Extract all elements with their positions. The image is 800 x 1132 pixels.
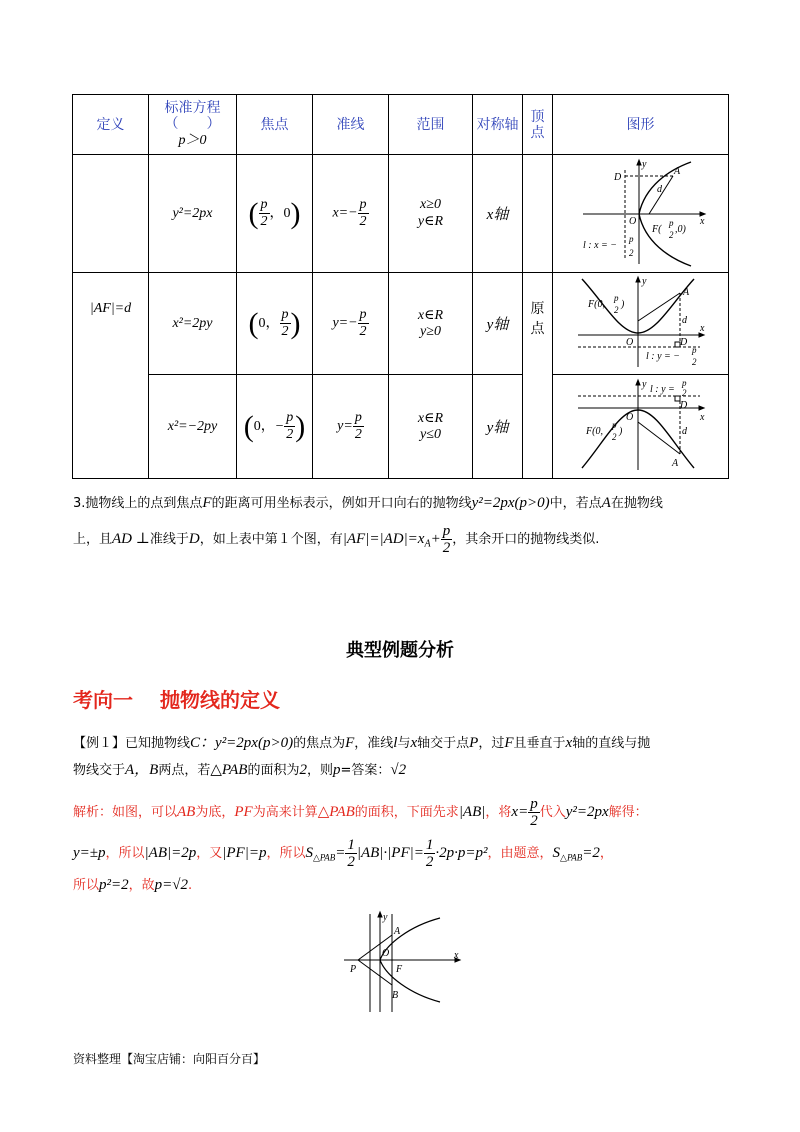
directrix-den: 2: [359, 214, 367, 229]
fig2-label-x: x: [699, 322, 704, 334]
range-cell: [389, 273, 473, 375]
axis-label: y轴: [486, 317, 509, 333]
solution-line-3: [73, 873, 743, 898]
equation-cell: y²=2px: [149, 155, 237, 273]
fig-label-A: A: [394, 926, 401, 937]
table-header-row: [73, 95, 729, 155]
solution-math: =: [335, 845, 346, 861]
fig1-label-D: D: [613, 171, 621, 183]
axis-label: x轴: [486, 207, 509, 223]
example-text: ，则: [306, 763, 333, 778]
solution-line-2: [73, 837, 743, 873]
fig1-label-F-2: 2: [668, 229, 673, 240]
solution-frac-num: 1: [425, 837, 434, 853]
fig2-label-l-p: p: [691, 344, 696, 355]
example-text: 物线交于: [73, 763, 126, 778]
example-text: 的面积为: [247, 763, 300, 778]
directrix-prefix: x=−: [332, 205, 358, 221]
solution-math: p=√2: [154, 876, 189, 893]
focus-num: p: [281, 307, 289, 322]
solution-math: S: [305, 845, 313, 861]
example-line-2: [73, 759, 733, 782]
fig1-label-x: x: [699, 215, 704, 227]
note-math: y²=2px(p>0): [471, 495, 550, 511]
header-standard-equation-label: 标准方程（ ）: [164, 100, 221, 132]
fig3-label-l-2: 2: [681, 387, 686, 398]
range-line-1: x≥0: [420, 197, 441, 212]
fig3-label-y: y: [641, 378, 646, 390]
range-cell: [389, 375, 473, 479]
focus-num: p: [286, 410, 294, 425]
solution-paragraph: [73, 796, 743, 898]
fig3-label-A: A: [671, 457, 678, 469]
solution-text: ，又: [196, 846, 223, 861]
range-cell: [389, 155, 473, 273]
example-text: =答案：: [340, 763, 391, 778]
section-title: 考向一 抛物线的定义: [73, 688, 280, 712]
page-heading: 典型例题分析: [346, 640, 454, 661]
footer-text: 资料整理【淘宝店铺：向阳百分百】: [73, 1052, 266, 1066]
focus-cell: (0， $\frac{p}{2}$ ): [237, 273, 313, 375]
axis-cell: [473, 155, 523, 273]
example-math: p: [332, 762, 341, 778]
definition-cell: [73, 273, 149, 479]
fig1-label-l: l : x = −: [582, 239, 617, 251]
note-math: |AF|=|AD|=x: [342, 531, 425, 547]
equation-cell: x²=2py: [149, 273, 237, 375]
solution-text: 解析：如图，可以: [73, 805, 178, 820]
header-directrix: 准线: [313, 95, 389, 155]
example-text: 与: [397, 736, 411, 751]
note-subscript: A: [424, 538, 431, 550]
range-line-1: x∈R: [417, 308, 444, 323]
fig-label-P: P: [350, 964, 357, 975]
header-figure: 图形: [553, 95, 729, 155]
axis-label: y轴: [486, 420, 509, 436]
focus-cell: ( $\frac{p}{2}$ ，0): [237, 155, 313, 273]
parabola-down-figure: [574, 378, 708, 472]
fig3-label-l-p: p: [681, 377, 686, 388]
fig2-label-D: D: [679, 336, 687, 348]
example-text: ，准线: [354, 736, 394, 751]
directrix-den: 2: [359, 324, 367, 339]
directrix-cell: [313, 375, 389, 479]
note-text: ，如上表中第１个图，有: [199, 532, 343, 547]
fig1-label-F-p: p: [668, 217, 673, 228]
solution-text: ，故: [128, 877, 155, 893]
fig3-label-d: d: [681, 425, 687, 437]
fig2-label-F-2: 2: [613, 304, 618, 315]
example-line-1: [73, 732, 733, 755]
note-text: 在抛物线: [610, 496, 663, 511]
figure-cell: [553, 155, 729, 273]
example-text: 轴交于点: [417, 736, 470, 751]
fig1-label-A: A: [673, 165, 680, 177]
directrix-num: p: [359, 307, 367, 322]
fig-label-F: F: [396, 964, 403, 975]
fig3-label-F-2: 2: [611, 431, 616, 442]
table-row: [73, 155, 729, 273]
solution-math: y²=2px: [565, 804, 609, 820]
table-row: [73, 273, 729, 375]
fig1-label-l-p: p: [628, 233, 633, 244]
fig2-label-l: l : y = −: [645, 350, 680, 362]
fig2-label-F-p: p: [613, 292, 618, 303]
example-math: △PAB: [210, 762, 248, 778]
note-math: D: [188, 531, 200, 547]
solution-text: .: [188, 877, 193, 893]
fig-label-y: y: [383, 912, 388, 923]
focus-den: 2: [281, 324, 289, 339]
axis-cell: [473, 273, 523, 375]
solution-math: S: [552, 845, 561, 861]
fig1-label-d: d: [656, 183, 662, 195]
vertex-cell: [523, 273, 553, 479]
note-text: 中，若点: [549, 496, 602, 511]
focus-num: p: [260, 197, 268, 212]
note-paragraph: [73, 492, 733, 556]
header-standard-equation: [149, 95, 237, 155]
header-definition: 定义: [73, 95, 149, 155]
solution-text: ，: [599, 846, 613, 861]
range-line-1: x∈R: [417, 411, 444, 426]
fig3-label-O: O: [625, 411, 633, 423]
solution-frac-num: 1: [347, 837, 355, 853]
example-text: 且垂直于: [513, 736, 566, 751]
directrix-num: p: [354, 410, 362, 425]
solution-math: |AB|=2p: [144, 845, 197, 861]
fig-label-B: B: [392, 990, 399, 1001]
fig3-label-F: F(0,: [585, 425, 603, 437]
note-text: 的距离可用坐标表示，例如开口向右的抛物线: [211, 496, 472, 511]
figure-cell: [553, 375, 729, 479]
example-math: l: [393, 735, 398, 751]
example-math: x: [565, 735, 573, 751]
solution-text: ，将: [485, 805, 512, 820]
example-figure: [340, 908, 470, 1016]
solution-frac-den: 2: [425, 854, 434, 870]
fig3-label-D: D: [679, 399, 687, 411]
note-frac-den: 2: [442, 540, 451, 556]
solution-math: PF: [234, 804, 253, 820]
figure-cell: [553, 273, 729, 375]
note-text: 准线于: [149, 532, 189, 547]
example-text: 两点，若: [158, 763, 211, 778]
solution-text: 的面积，下面先求: [354, 805, 459, 820]
fig1-label-F: F(: [651, 223, 661, 235]
fig2-label-A: A: [682, 286, 689, 298]
solution-text: 为底，: [195, 805, 235, 820]
fig3-label-F-close: ): [618, 425, 622, 437]
note-line-1: [73, 492, 733, 515]
definition-formula: |AF|=d: [89, 301, 132, 316]
range-line-2: y≥0: [420, 324, 441, 339]
fig3-label-x: x: [699, 411, 704, 423]
solution-math: △PAB: [317, 804, 355, 820]
solution-text: ，所以: [105, 846, 145, 861]
fig2-label-l-2: 2: [691, 356, 696, 367]
header-range: 范围: [389, 95, 473, 155]
example-math: 2: [299, 762, 307, 778]
fig2-label-O: O: [625, 336, 633, 348]
note-math: +: [430, 531, 441, 547]
example-math: F: [504, 735, 514, 751]
note-text: ，其余开口的抛物线类似.: [452, 532, 600, 547]
fig-label-x: x: [454, 950, 459, 961]
header-focus: 焦点: [237, 95, 313, 155]
focus-y: 0: [283, 205, 291, 221]
solution-subscript: △PAB: [312, 852, 336, 863]
fig3-label-F-p: p: [611, 419, 616, 430]
example-text: 的焦点为: [293, 736, 346, 751]
example-text: ，过: [478, 736, 505, 751]
note-text: 上，且: [73, 532, 113, 547]
parabola-up-figure: [574, 275, 708, 369]
example-paragraph: [73, 732, 733, 782]
focus-cell: (0，− $\frac{p}{2}$ ): [237, 375, 313, 479]
solution-math: |AB|·|PF|=: [356, 845, 424, 861]
example-text: 【例１】已知抛物线: [73, 736, 191, 751]
note-line-2: [73, 523, 733, 556]
fig1-label-l-2: 2: [628, 247, 633, 258]
vertex-origin-label: 原点: [530, 301, 545, 337]
directrix-cell: [313, 155, 389, 273]
fig1-label-O: O: [628, 215, 636, 227]
fig3-label-l: l : y =: [649, 383, 675, 395]
fig2-label-d: d: [681, 314, 687, 326]
example-text: 轴的直线与抛: [572, 736, 651, 751]
solution-text: 代入: [539, 805, 566, 820]
range-line-2: y∈R: [417, 214, 444, 229]
solution-math: x=: [511, 804, 529, 820]
solution-frac-num: p: [530, 796, 538, 812]
solution-math: y=±p: [73, 845, 106, 861]
example-math: C：: [190, 735, 216, 751]
solution-text: 所以: [73, 877, 100, 893]
parabola-table: [72, 94, 729, 479]
example-math: x: [410, 735, 418, 751]
definition-cell-empty: [73, 155, 149, 273]
fig1-label-y: y: [641, 158, 646, 170]
solution-text: 为高来计算: [252, 805, 318, 820]
solution-text: ，所以: [266, 846, 306, 861]
solution-math: |PF|=p: [222, 845, 267, 861]
solution-frac-den: 2: [530, 813, 538, 829]
focus-x: 0: [253, 418, 261, 434]
focus-minus: −: [274, 418, 285, 434]
example-math: y²=2px(p>0): [215, 735, 294, 751]
solution-text: 解得：: [608, 805, 648, 820]
solution-math: |AB|: [458, 804, 486, 820]
directrix-prefix: y=−: [332, 315, 358, 331]
fig1-label-F-0: ,0): [674, 223, 686, 235]
solution-subscript: △PAB: [560, 852, 583, 863]
vertex-cell-empty: [523, 155, 553, 273]
header-p-condition: p＞0: [178, 133, 207, 148]
directrix-den: 2: [354, 427, 362, 442]
parabola-right-figure: [573, 156, 709, 268]
directrix-cell: [313, 273, 389, 375]
note-math: F: [202, 495, 212, 511]
solution-math: p²=2: [99, 876, 129, 893]
range-line-2: y≤0: [420, 427, 441, 442]
example-math: F: [345, 735, 355, 751]
solution-line-1: [73, 796, 743, 829]
note-frac-num: p: [442, 523, 451, 539]
solution-frac-den: 2: [347, 854, 355, 870]
note-math: AD ⊥: [112, 531, 150, 547]
solution-math: =2: [582, 845, 600, 861]
solution-math: AB: [177, 804, 196, 820]
example-answer: √2: [390, 762, 407, 778]
equation-cell: x²=−2py: [149, 375, 237, 479]
fig-label-O: O: [382, 948, 390, 959]
fig2-label-y: y: [641, 275, 646, 287]
header-vertex-label: 顶点: [530, 108, 545, 141]
header-axis: 对称轴: [473, 95, 523, 155]
note-math: A: [601, 495, 611, 511]
solution-math: ·2p·p=p²: [435, 845, 488, 861]
example-math: P: [469, 735, 479, 751]
axis-cell: [473, 375, 523, 479]
fig2-label-F-close: ): [620, 298, 624, 310]
example-math: A，B: [125, 762, 159, 778]
directrix-prefix: y=: [337, 418, 353, 434]
fig2-label-F: F(0,: [587, 298, 605, 310]
solution-text: ，由题意，: [487, 846, 553, 861]
focus-den: 2: [260, 214, 268, 229]
header-vertex: [523, 95, 553, 155]
directrix-num: p: [359, 197, 367, 212]
note-text: 3.抛物线上的点到焦点: [73, 496, 203, 511]
focus-den: 2: [286, 427, 294, 442]
table-row: [73, 375, 729, 479]
focus-x: 0: [258, 315, 266, 331]
